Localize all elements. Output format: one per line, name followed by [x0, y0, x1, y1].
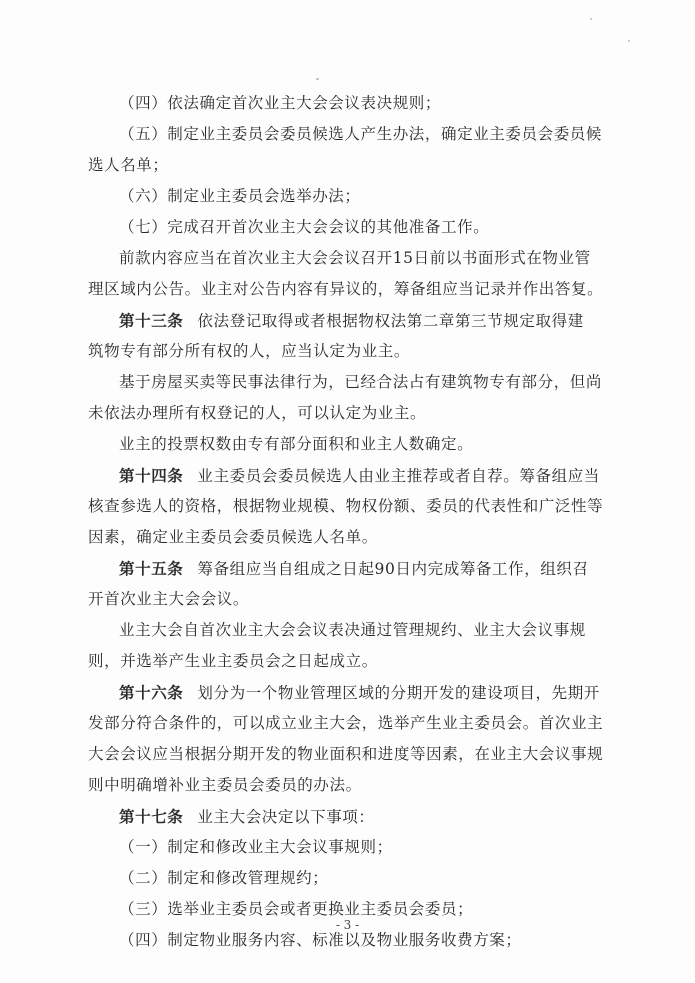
paragraph-line: 基于房屋买卖等民事法律行为，已经合法占有建筑物专有部分，但尚 [119, 373, 603, 391]
article-heading: 第十六条 [119, 683, 184, 702]
paragraph-line: （六）制定业主委员会选举办法； [119, 187, 361, 205]
paragraph-line: （三）选举业主委员会或者更换业主委员会委员； [119, 900, 474, 918]
paragraph-line: （二）制定和修改管理规约； [119, 869, 329, 887]
paragraph-line: 则中明确增补业主委员会委员的办法。 [88, 776, 362, 794]
paragraph-line: 开首次业主大会会议。 [88, 590, 250, 608]
paragraph-line: 业主大会自首次业主大会会议表决通过管理规约、业主大会议事规 [119, 621, 586, 639]
paragraph-line: （四）制定物业服务内容、标准以及物业服务收费方案； [119, 931, 522, 949]
page-number: - 3 - [335, 918, 360, 932]
paragraph-line: 则，并选举产生业主委员会之日起成立。 [88, 652, 378, 670]
paragraph-line: 因素，确定业主委员会委员候选人名单。 [88, 528, 378, 546]
article-heading-line: 第十五条 筹备组应当自组成之日起90日内完成筹备工作，组织召 [119, 559, 589, 578]
article-heading: 第十五条 [119, 559, 184, 578]
paragraph-line: 核查参选人的资格，根据物业规模、物权份额、委员的代表性和广泛性等 [88, 497, 604, 515]
article-heading: 第十三条 [119, 311, 184, 330]
document-body [88, 88, 618, 956]
scan-speck [590, 18, 592, 20]
paragraph-line: 未依法办理所有权登记的人，可以认定为业主。 [88, 404, 427, 422]
article-heading-line: 第十七条 业主大会决定以下事项： [119, 807, 375, 826]
article-heading-line: 第十六条 划分为一个物业管理区域的分期开发的建设项目，先期开 [119, 683, 600, 702]
paragraph-line: 理区域内公告。业主对公告内容有异议的，筹备组应当记录并作出答复。 [88, 280, 604, 298]
article-heading: 第十四条 [119, 466, 184, 485]
article-heading: 第十七条 [119, 807, 184, 826]
paragraph-line: （一）制定和修改业主大会议事规则； [119, 838, 393, 856]
article-heading-line: 第十四条 业主委员会委员候选人由业主推荐或者自荐。筹备组应当 [119, 466, 600, 485]
scan-speck [316, 78, 319, 80]
paragraph-line: 业主的投票权数由专有部分面积和业主人数确定。 [119, 435, 474, 453]
paragraph-line: （五）制定业主委员会委员候选人产生办法，确定业主委员会委员候 [119, 125, 603, 143]
paragraph-line: （四）依法确定首次业主大会会议表决规则； [119, 94, 442, 112]
paragraph-line: 大会会议应当根据分期开发的物业面积和进度等因素，在业主大会议事规 [88, 745, 604, 763]
scan-speck [628, 40, 630, 42]
paragraph-line: （七）完成召开首次业主大会会议的其他准备工作。 [119, 218, 490, 236]
paragraph-line: 发部分符合条件的，可以成立业主大会，选举产生业主委员会。首次业主 [88, 714, 604, 732]
paragraph-line: 选人名单； [88, 156, 169, 174]
article-heading-line: 第十三条 依法登记取得或者根据物权法第二章第三节规定取得建 [119, 311, 584, 330]
paragraph-line: 筑物专有部分所有权的人，应当认定为业主。 [88, 342, 411, 360]
paragraph-line: 前款内容应当在首次业主大会会议召开15日前以书面形式在物业管 [119, 249, 591, 267]
